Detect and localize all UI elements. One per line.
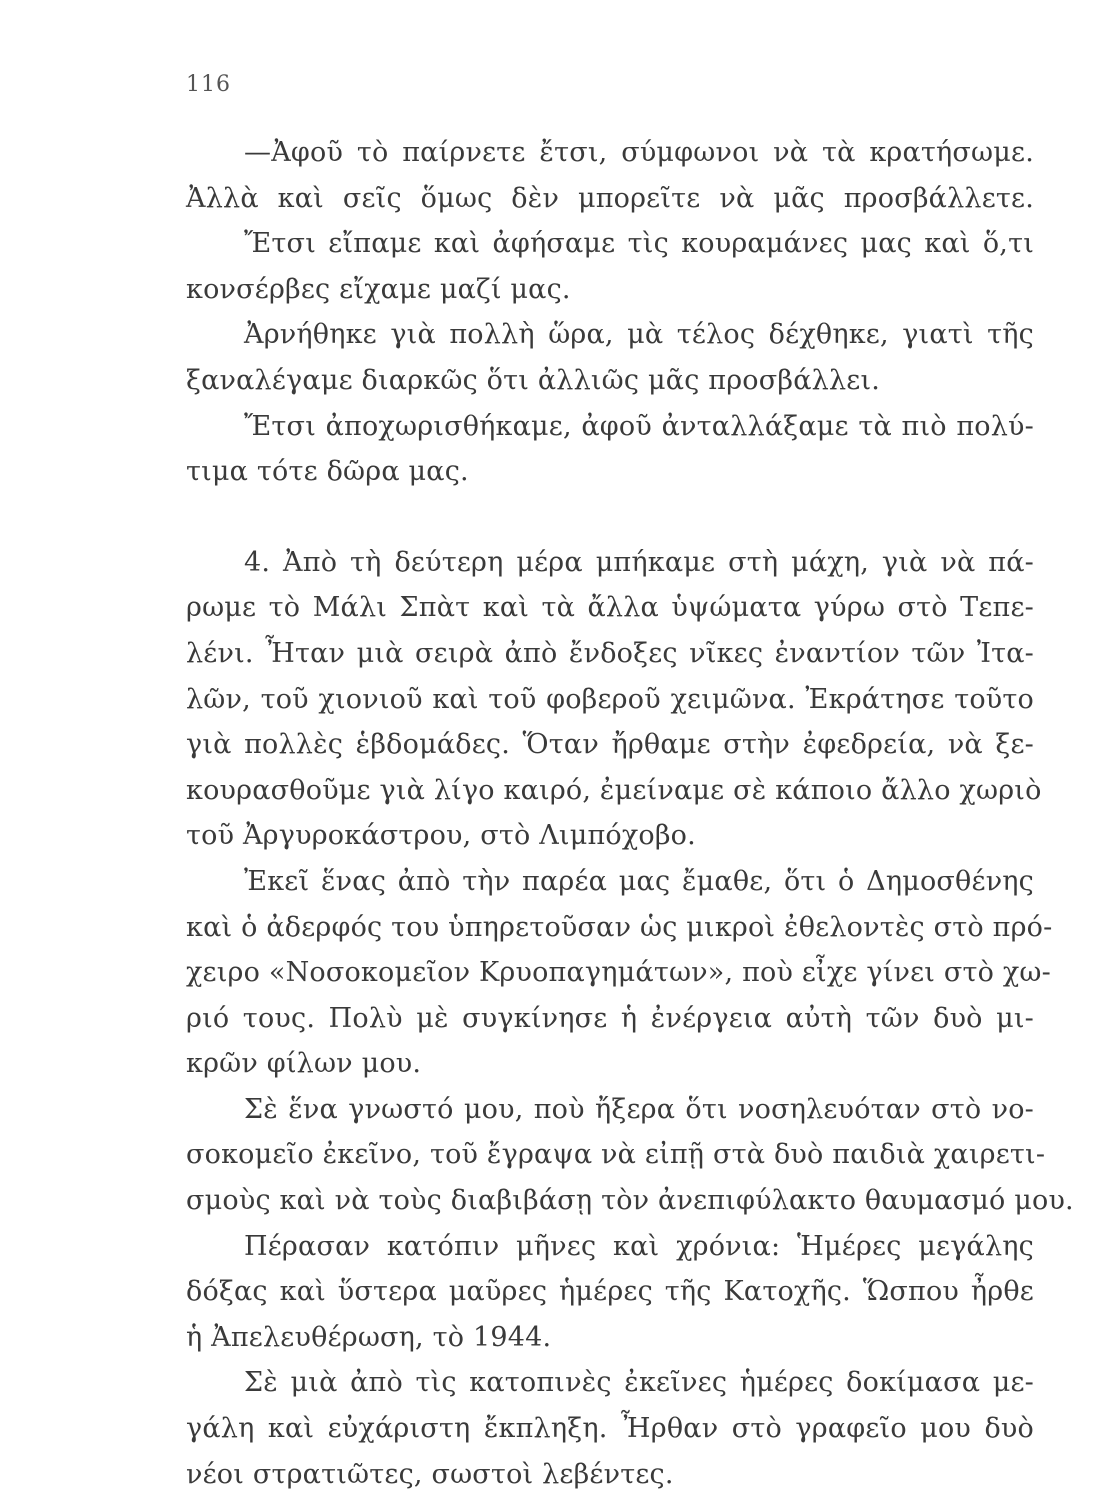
text-line: δόξας καὶ ὕστερα μαῦρες ἡμέρες τῆς Κατοχῆς. Ὥσπου ἦρθε	[186, 1276, 1034, 1308]
text-line: τιμα τότε δῶρα μας.	[186, 456, 469, 488]
text-line: κουρασθοῦμε γιὰ λίγο καιρό, ἐμείναμε σὲ κάποιο ἄλλο χωριὸ	[186, 774, 1042, 806]
text-line: Σὲ μιὰ ἀπὸ τὶς κατοπινὲς ἐκεῖνες ἡμέρες δοκίμασα με-	[244, 1367, 1034, 1399]
text-line: γιὰ πολλὲς ἑβδομάδες. Ὅταν ἤρθαμε στὴν ἐφεδρεία, νὰ ξε-	[186, 729, 1034, 761]
text-line: γάλη καὶ εὐχάριστη ἔκπληξη. Ἦρθαν στὸ γραφεῖο μου δυὸ	[186, 1413, 1034, 1445]
text-line: νέοι στρατιῶτες, σωστοὶ λεβέντες.	[186, 1458, 674, 1490]
text-line: Ἀλλὰ καὶ σεῖς ὅμως δὲν μπορεῖτε νὰ μᾶς προσβάλλετε.	[186, 182, 1034, 214]
text-line: 4. Ἀπὸ τὴ δεύτερη μέρα μπήκαμε στὴ μάχη, γιὰ νὰ πά-	[244, 546, 1034, 578]
text-line: ἡ Ἀπελευθέρωση, τὸ 1944.	[186, 1321, 552, 1353]
text-line: σμοὺς καὶ νὰ τοὺς διαβιβάσῃ τὸν ἀνεπιφύλακτο θαυμασμό μου.	[186, 1185, 1074, 1217]
text-line: Πέρασαν κατόπιν μῆνες καὶ χρόνια: Ἡμέρες μεγάλης	[244, 1230, 1034, 1262]
text-line: —Ἀφοῦ τὸ παίρνετε ἔτσι, σύμφωνοι νὰ τὰ κρατήσωμε.	[244, 137, 1034, 168]
text-line: ριό τους. Πολὺ μὲ συγκίνησε ἡ ἐνέργεια αὐτὴ τῶν δυὸ μι-	[186, 1002, 1034, 1034]
text-line: καὶ ὁ ἀδερφός του ὑπηρετοῦσαν ὡς μικροὶ ἐθελοντὲς στὸ πρό-	[186, 911, 1053, 943]
text-line: κονσέρβες εἴχαμε μαζί μας.	[186, 273, 571, 305]
text-line: Σὲ ἕνα γνωστό μου, ποὺ ἤξερα ὅτι νοσηλευόταν στὸ νο-	[244, 1093, 1034, 1125]
text-line: Ἀρνήθηκε γιὰ πολλὴ ὥρα, μὰ τέλος δέχθηκε, γιατὶ τῆς	[244, 319, 1034, 351]
text-line: λῶν, τοῦ χιονιοῦ καὶ τοῦ φοβεροῦ χειμῶνα. Ἐκράτησε τοῦτο	[186, 683, 1034, 715]
page-number: 116	[186, 72, 231, 97]
text-line: ρωμε τὸ Μάλι Σπὰτ καὶ τὰ ἄλλα ὑψώματα γύρω στὸ Τεπε-	[186, 592, 1034, 624]
text-line: σοκομεῖο ἐκεῖνο, τοῦ ἔγραψα νὰ εἰπῇ στὰ δυὸ παιδιὰ χαιρετι-	[186, 1139, 1046, 1171]
text-line: τοῦ Ἀργυροκάστρου, στὸ Λιμπόχοβο.	[186, 820, 696, 852]
text-line: χειρο «Νοσοκομεῖον Κρυοπαγημάτων», ποὺ εἶχε γίνει στὸ χω-	[186, 957, 1051, 989]
text-line: κρῶν φίλων μου.	[186, 1048, 422, 1080]
text-line: Ἐκεῖ ἕνας ἀπὸ τὴν παρέα μας ἔμαθε, ὅτι ὁ Δημοσθένης	[244, 865, 1034, 897]
body-text	[186, 130, 1074, 1497]
section-gap	[186, 495, 1034, 540]
text-line: λένι. Ἦταν μιὰ σειρὰ ἀπὸ ἔνδοξες νῖκες ἐναντίον τῶν Ἰτα-	[186, 637, 1034, 669]
text-line: Ἔτσι ἀποχωρισθήκαμε, ἀφοῦ ἀνταλλάξαμε τὰ πιὸ πολύ-	[244, 410, 1034, 442]
text-line: Ἔτσι εἴπαμε καὶ ἀφήσαμε τὶς κουραμάνες μας καὶ ὅ,τι	[244, 228, 1034, 260]
text-line: ξαναλέγαμε διαρκῶς ὅτι ἀλλιῶς μᾶς προσβάλλει.	[186, 364, 881, 396]
